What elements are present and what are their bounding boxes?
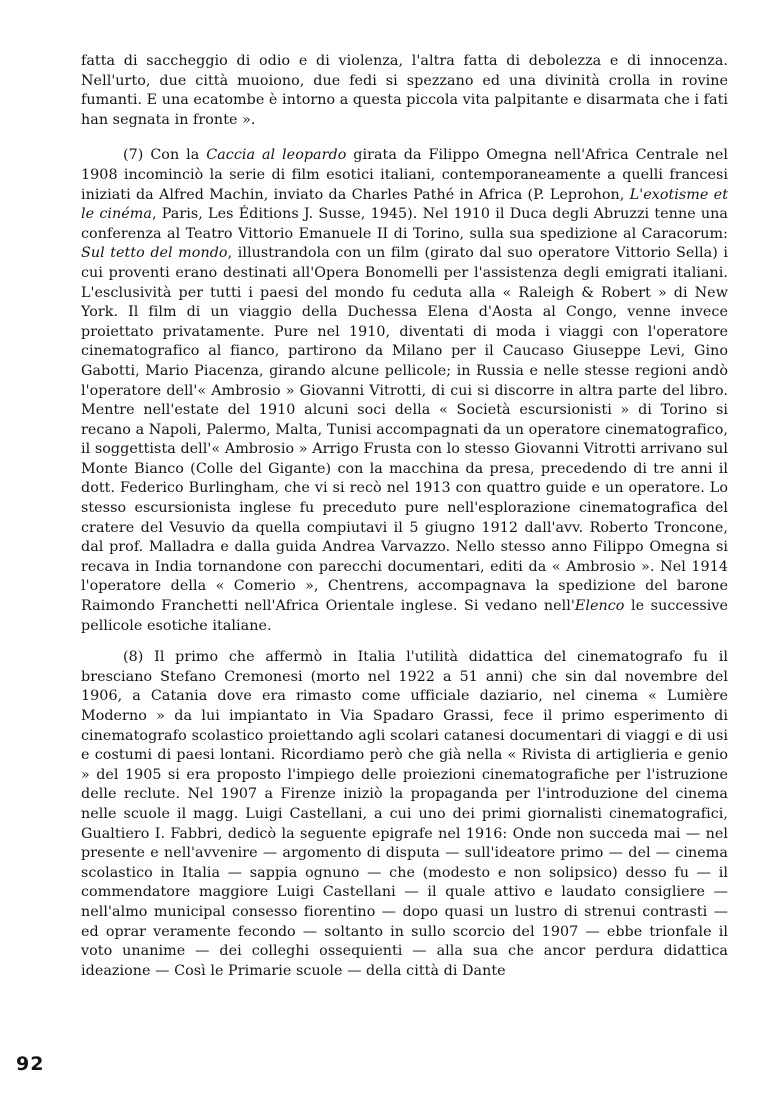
footnote-7-text: le successive pellicole esotiche italiane.	[81, 598, 728, 634]
page-body	[81, 52, 728, 981]
footnote-7-text: , Paris, Les Éditions J. Susse, 1945). Nel 1910 il Duca degli Abruzzi tenne una conferenza al Teatro Vittorio Emanuele II di Torino, sulla sua spedizione al Caracorum:	[81, 206, 729, 242]
opening-paragraph: fatta di saccheggio di odio e di violenza, l'altra fatta di debolezza e di innocenza. Nell'urto, due città muoiono, due fedi si spezzano ed una divinità crolla in rovine fumanti. E una ecatombe è intorno a questa piccola vita palpitante e disarmata che i fati han segnata in fronte ».	[81, 53, 728, 128]
footnote-7-text: Con la	[150, 147, 207, 164]
footnote-7-text: girata da Filippo Omegna nell'Africa Centrale nel 1908 incominciò la serie di film esotici italiani, contemporaneamente a quelli francesi iniziati da Alfred Machin, inviato da Charles Pathé in Africa (P. Leprohon,	[81, 147, 728, 203]
footnote-8-text: Il primo che affermò in Italia l'utilità didattica del cinematografo fu il bresciano Stefano Cremonesi (morto nel 1922 a 51 anni) che sin dal novembre del 1906, a Catania dove era rimasto come ufficiale daziario, nel cinema « Lumière Moderno » da lui impiantato in Via Spadaro Grassi, fece il primo esperimento di cinematografo scolastico proiettando agli scolari catanesi documentari di viaggi e di usi e costumi di paesi lontani. Ricordiamo però che già nella « Rivista di artiglieria e genio » del 1905 si era proposto l'impiego delle proiezioni cinematografiche per l'istruzione delle reclute. Nel 1907 a Firenze iniziò la propaganda per l'introduzione del cinema nelle scuole il magg. Luigi Castellani, a cui uno dei primi giornalisti cinematografici, Gualtiero I. Fabbri, dedicò la seguente epigrafe nel 1916: Onde non succeda mai — nel presente e nell'avvenire — argomento di disputa — sull'ideatore primo — del — cinema scolastico in Italia — sappia ognuno — che (modesto e non solipsico) desso fu — il commendatore maggiore Luigi Castellani — il quale attivo e laudato consigliere — nell'almo municipal consesso fiorentino — dopo quasi un lustro di strenui contrasti — ed oprar veramente fecondo — soltanto in sullo scorcio del 1907 — ebbe trionfale il voto unanime — dei colleghi ossequienti — alla sua che ancor perdura didattica ideazione — Così le Primarie scuole — della città di Dante	[81, 649, 728, 979]
footnote-7	[81, 146, 728, 636]
film-title-caccia: Caccia al leopardo	[206, 147, 347, 164]
footnote-7-marker: (7)	[123, 147, 144, 164]
elenco-reference: Elenco	[574, 598, 625, 615]
page-number: 92	[16, 1053, 45, 1075]
footnote-8-marker: (8)	[123, 649, 144, 666]
book-title: L'exotisme et le cinéma	[81, 186, 728, 223]
film-title-tetto: Sul tetto del mondo	[81, 245, 228, 262]
footnote-7-text: , illustrandola con un film (girato dal suo operatore Vittorio Sella) i cui proventi erano destinati all'Opera Bonomelli per l'assistenza degli emigrati italiani. L'esclusività per tutti i paesi del mondo fu ceduta alla « Raleigh & Robert » di New York. Il film di un viaggio della Duchessa Elena d'Aosta al Congo, venne invece proiettato privatamente. Pure nel 1910, diventati di moda i viaggi con l'operatore cinematografico al fianco, partirono da Milano per il Caucaso Giuseppe Levi, Gino Gabotti, Mario Piacenza, girando alcune pellicole; in Russia e nelle stesse regioni andò l'operatore dell'« Ambrosio » Giovanni Vitrotti, di cui si discorre in altra parte del libro. Mentre nell'estate del 1910 alcuni soci della « Società escursionisti » di Torino si recano a Napoli, Palermo, Malta, Tunisi accompagnati da un operatore cinematografico, il soggettista dell'« Ambrosio » Arrigo Frusta con lo stesso Giovanni Vitrotti arrivano sul Monte Bianco (Colle del Gigante) con la macchina da presa, precedendo di tre anni il dott. Federico Burlingham, che vi si recò nel 1913 con quattro guide e un operatore. Lo stesso escursionista inglese fu preceduto pure nell'esplorazione cinematografica del cratere del Vesuvio da quella compiutavi il 5 giugno 1912 dall'avv. Roberto Troncone, dal prof. Malladra e dalla guida Andrea Varvazzo. Nello stesso anno Filippo Omegna si recava in India tornandone con parecchi documentari, editi da « Ambrosio ». Nel 1914 l'operatore della « Comerio », Chentrens, accompagnava la spedizione del barone Raimondo Franchetti nell'Africa Orientale inglese. Si vedano nell'	[81, 245, 729, 615]
footnote-8	[81, 648, 728, 981]
